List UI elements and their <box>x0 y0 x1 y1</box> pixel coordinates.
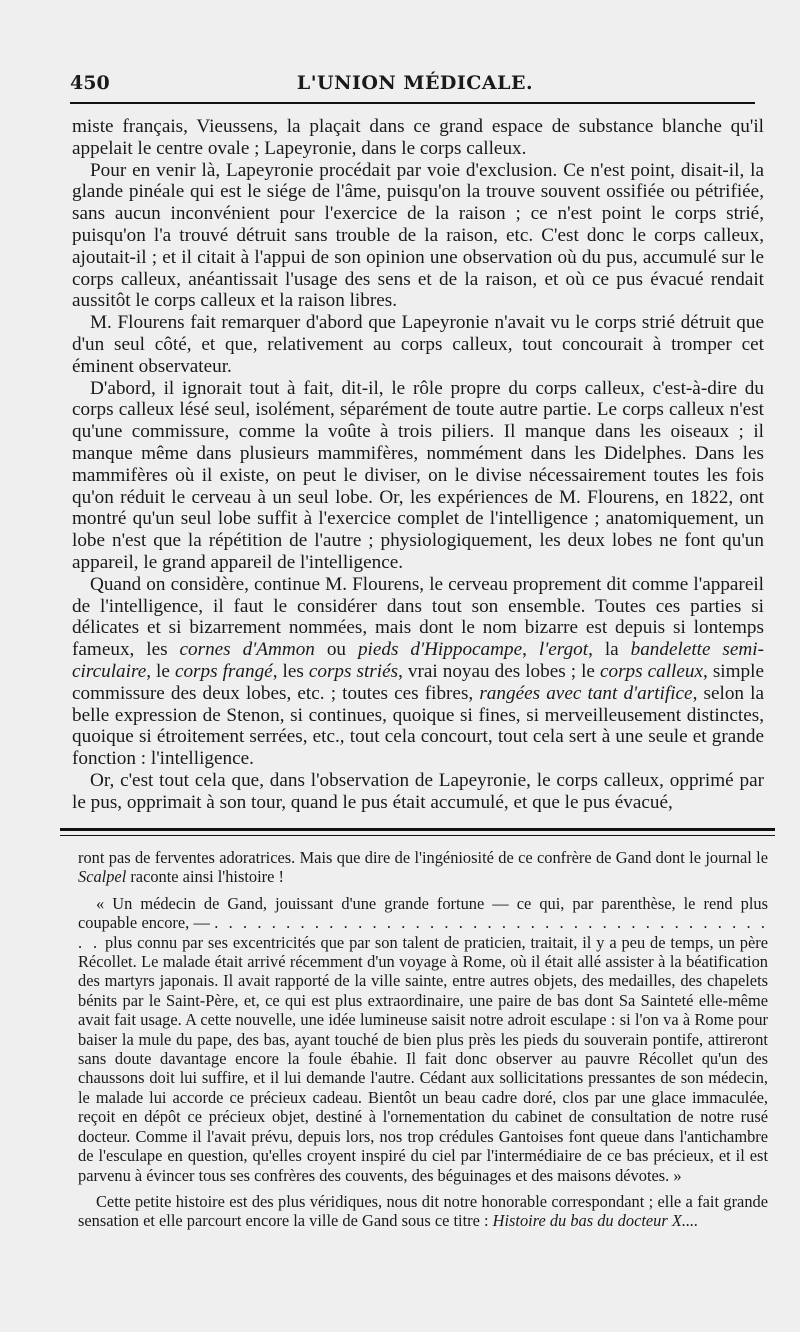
text-run: Cette petite histoire est des plus véridiques, nous dit notre honorable correspondant ; elle a fait grande sensation et elle parcourt encore la ville de Gand sous ce titre : <box>78 1191 768 1231</box>
paragraph: Or, c'est tout cela que, dans l'observation de Lapeyronie, le corps calleux, opprimé par le pus, opprimait à son tour, quand le pus était accumulé, et que le pus évacué, <box>72 769 764 813</box>
text-run: , simple commissure des deux lobes, etc. ; toutes ces fibres, <box>72 660 764 704</box>
italic-term: Scalpel <box>78 867 127 887</box>
separator-line <box>60 828 775 831</box>
italic-term: pieds d'Hippocampe <box>357 639 523 661</box>
italic-term: Histoire du bas du docteur X.... <box>492 1211 699 1231</box>
paragraph: M. Flourens fait remarquer d'abord que Lapeyronie n'avait vu le corps strié détruit que d'un seul côté, et que, relativement au corps calleux, tout concourait à tromper cet éminent observateur. <box>72 312 764 377</box>
page-number: 450 <box>70 72 110 94</box>
italic-term: corps frangé <box>174 660 273 682</box>
text-run: , vrai noyau des lobes ; le <box>398 660 600 682</box>
feuilleton-separator <box>60 828 775 840</box>
italic-term: l'ergot <box>538 639 589 661</box>
text-run: raconte ainsi l'histoire ! <box>126 867 284 887</box>
ellipsis-dots: . . . . . . . . . . . . . . . . . . . . . . . . . . . . . . . . . . . . . . . . . <box>78 913 768 952</box>
text-run: , le <box>146 660 175 682</box>
paragraph: D'abord, il ignorait tout à fait, dit-il, le rôle propre du corps calleux, c'est-à-dire du corps calleux lésé seul, isolément, séparément de toute autre partie. Le corps calleux n'est qu'une commissure, comme la voûte à trois piliers. Il manque dans les oiseaux ; il manque même dans plusieurs mammifères, nommément dans les Didelphes. Dans les mammifères où il existe, on peut le diviser, on le divise nécessairement toutes les fois qu'on réduit le cerveau à un seul lobe. Or, les expériences de M. Flourens, en 1822, ont montré qu'un seul lobe suffit à l'exercice complet de l'intelligence ; anatomiquement, un lobe n'est que la répétition de l'autre ; physiologiquement, les deux lobes ne font qu'un appareil, le grand appareil de l'intelligence. <box>72 377 764 573</box>
text-run: , la <box>588 639 631 661</box>
separator-line <box>60 835 775 836</box>
paragraph <box>78 848 768 887</box>
paragraph: miste français, Vieussens, la plaçait dans ce grand espace de substance blanche qu'il appelait le centre ovale ; Lapeyronie, dans le corps calleux. <box>72 116 764 159</box>
italic-term: bandelette semi-circulaire <box>72 639 764 682</box>
text-run: Quand on considère, continue M. Flourens, le cerveau proprement dit comme l'appareil de l'intelligence, il faut le considérer dans tout son ensemble. Toutes ces parties si délicates et si bizarrement nommées, mais dont le nom bizarre est depuis si lontemps fameux, les <box>72 573 764 661</box>
paragraph <box>78 1192 768 1231</box>
text-run: « Un médecin de Gand, jouissant d'une grande fortune — ce qui, par parenthèse, le rend plus coupable encore, — <box>78 893 768 933</box>
italic-term: rangées avec tant d'artifice <box>479 682 693 704</box>
italic-term: cornes d'Ammon <box>179 639 315 661</box>
page-header <box>70 72 760 98</box>
feuilleton-column <box>78 848 768 1231</box>
text-run: ront pas de ferventes adoratrices. Mais que dire de l'ingéniosité de ce confrère de Gand dont le journal le <box>78 848 768 867</box>
running-head: L'UNION MÉDICALE. <box>296 72 534 94</box>
quoted-paragraph <box>78 894 768 1185</box>
text-run: plus connu par ses excentricités que par son talent de praticien, traitait, il y a peu de temps, un père Récollet. Le malade était arrivé récemment d'un voyage à Rome, où il était allé assister à la béatification des martyrs japonais. Il avait rapporté de la ville sainte, entre autres objets, des medailles, des chapelets bénits par le Saint-Père, et, ce qui est plus extraordinaire, une paire de bas dont Sa Sainteté elle-même avait fait usage. A cette nouvelle, une idée lumineuse saisit notre adroit esculape : si l'on va à Rome pour baiser la mule du pape, des bas, ayant touché de bien plus près les pieds du souverain pontife, attireront sans doute davantage encore la foule ébahie. Il fait donc observer au pauvre Récollet qu'un des chaussons doit lui suffire, et il lui demande l'autre. Cédant aux sollicitations pressantes de son médecin, le malade lui accorde ce précieux cadeau. Bientôt un beau cadre doré, clos par une glace immaculée, reçoit en dépôt ce précieux objet, destiné à l'ornementation du cabinet de consultation de notre rusé docteur. Comme il l'avait prévu, depuis lors, nos trop crédules Gantoises font queue dans l'antichambre de l'esculape en question, qu'elles croyent inspiré du ciel par l'intermédiaire de ce bas précieux, et il est parvenu à évincer tous ses confrères des couvents, des béguinages et des maisons dévotes. » <box>78 932 768 1185</box>
paragraph <box>72 574 764 770</box>
text-run: , <box>522 639 539 661</box>
italic-term: corps calleux <box>599 660 704 682</box>
text-run: , selon la belle expression de Stenon, si continues, quoique si fines, si merveilleusement distinctes, quoique si étroitement serrées, etc., tout cela concourt, tout cela sert à une seule et grande fonction : l'intelligence. <box>72 682 764 770</box>
main-text-column <box>72 116 764 814</box>
paragraph: Pour en venir là, Lapeyronie procédait par voie d'exclusion. Ce n'est point, disait-il, la glande pinéale qui est le siége de l'âme, puisqu'on la trouve souvent ossifiée ou pétrifiée, sans aucun inconvénient pour l'exercice de la raison ; ce n'est point le corps strié, puisqu'on l'a trouvé détruit sans trouble de la raison, etc. C'est donc le corps calleux, ajoutait-il ; et il citait à l'appui de son opinion une observation où du pus, accumulé sur le corps calleux, anéantissait l'usage des sens et de la raison, et où ce pus évacué rendait aussitôt le corps calleux et la raison libres. <box>72 159 764 312</box>
header-rule <box>70 102 755 104</box>
text-run: , les <box>272 660 309 682</box>
text-run: ou <box>314 639 358 661</box>
italic-term: corps striés <box>308 660 399 682</box>
